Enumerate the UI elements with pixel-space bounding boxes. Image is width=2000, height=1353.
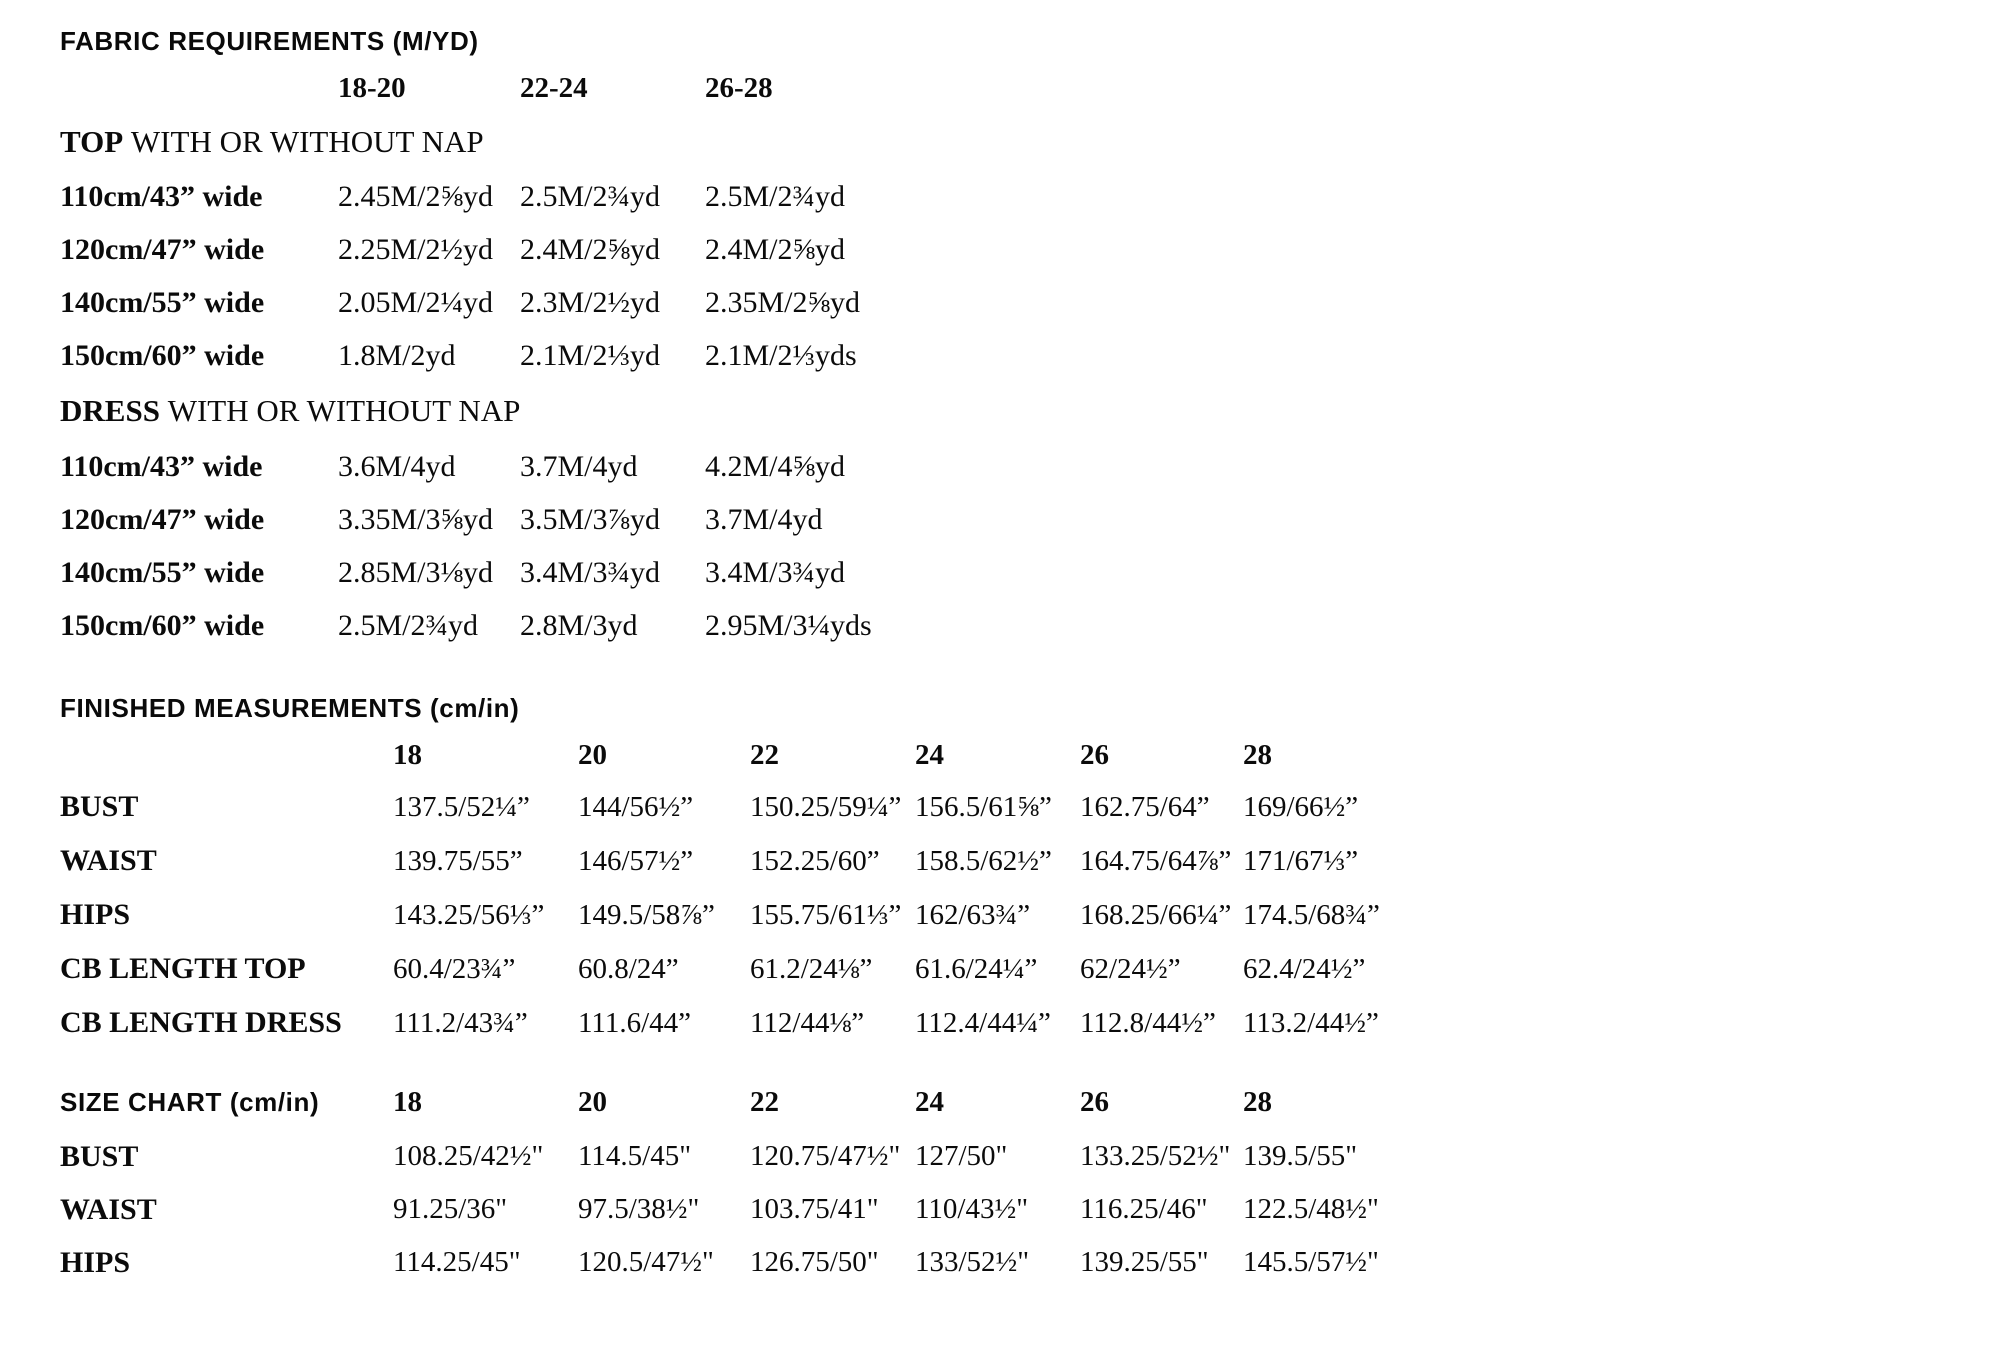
- measurement-value: 62.4/24½”: [1243, 952, 1366, 985]
- dress-section-heading-bold: DRESS: [60, 393, 160, 428]
- measurement-value: 158.5/62½”: [915, 844, 1052, 877]
- size-header-28: 28: [1243, 738, 1272, 771]
- fabric-value: 2.1M/2⅓yds: [705, 338, 857, 372]
- measurement-value: 144/56½”: [578, 790, 694, 823]
- size-chart-row: [60, 1236, 2000, 1289]
- fabric-value: 1.8M/2yd: [338, 338, 456, 372]
- size-chart-value: 97.5/38½": [578, 1193, 700, 1225]
- measurement-value: 61.2/24⅛”: [750, 952, 873, 985]
- measurement-value: 169/66½”: [1243, 790, 1359, 823]
- size-chart-value: 139.25/55": [1080, 1246, 1209, 1278]
- size-chart-title: SIZE CHART (cm/in): [60, 1086, 320, 1117]
- fabric-row: [60, 223, 2000, 276]
- top-section-heading-bold: TOP: [60, 124, 124, 159]
- size-header-26: 26: [1080, 1085, 1109, 1118]
- fabric-value: 2.45M/2⅝yd: [338, 179, 494, 213]
- fabric-row: [60, 170, 2000, 223]
- size-chart-row: [60, 1130, 2000, 1183]
- fabric-value: 2.1M/2⅓yd: [520, 338, 661, 372]
- size-chart-value: 120.5/47½": [578, 1246, 714, 1278]
- measurement-value: 112.8/44½”: [1080, 1006, 1216, 1039]
- fabric-value: 2.35M/2⅝yd: [705, 285, 861, 319]
- fabric-value: 3.5M/3⅞yd: [520, 502, 661, 536]
- fabric-row-label: 150cm/60” wide: [60, 338, 265, 372]
- fabric-row-label: 120cm/47” wide: [60, 232, 265, 266]
- size-header-20: 20: [578, 738, 607, 771]
- fabric-value: 2.4M/2⅝yd: [705, 232, 846, 266]
- measurement-value: 60.4/23¾”: [393, 952, 516, 985]
- size-header-18-20: 18-20: [338, 71, 406, 104]
- fabric-value: 3.35M/3⅝yd: [338, 502, 494, 536]
- size-chart-value: 133.25/52½": [1080, 1140, 1231, 1172]
- measurement-row-label: CB LENGTH DRESS: [60, 1006, 342, 1039]
- measurement-row-label: WAIST: [60, 844, 157, 877]
- fabric-value: 2.3M/2½yd: [520, 285, 661, 319]
- measurement-value: 139.75/55”: [393, 844, 523, 877]
- fabric-row: [60, 440, 2000, 493]
- fabric-value: 2.5M/2¾yd: [705, 179, 846, 213]
- size-chart-value: 108.25/42½": [393, 1140, 544, 1172]
- measurement-value: 162.75/64”: [1080, 790, 1210, 823]
- measurement-row: [60, 942, 2000, 996]
- measurement-value: 164.75/64⅞”: [1080, 844, 1232, 877]
- fabric-row-label: 150cm/60” wide: [60, 608, 265, 642]
- measurement-value: 146/57½”: [578, 844, 694, 877]
- size-chart-value: 114.25/45": [393, 1246, 521, 1278]
- size-header-18: 18: [393, 1085, 422, 1118]
- size-header-24: 24: [915, 738, 944, 771]
- fabric-row-label: 110cm/43” wide: [60, 179, 263, 213]
- finished-measurements-title: FINISHED MEASUREMENTS (cm/in): [60, 692, 520, 723]
- size-header-24: 24: [915, 1085, 944, 1118]
- measurement-value: 162/63¾”: [915, 898, 1031, 931]
- measurement-value: 174.5/68¾”: [1243, 898, 1380, 931]
- fabric-value: 2.05M/2¼yd: [338, 285, 494, 319]
- finished-size-header-row: [60, 730, 2000, 780]
- measurement-row: [60, 996, 2000, 1050]
- size-chart-value: 122.5/48½": [1243, 1193, 1379, 1225]
- size-chart-value: 103.75/41": [750, 1193, 879, 1225]
- measurement-row: [60, 780, 2000, 834]
- top-section-heading-rest: WITH OR WITHOUT NAP: [130, 124, 484, 159]
- measurement-value: 171/67⅓”: [1243, 844, 1359, 877]
- size-chart-row-label: WAIST: [60, 1192, 157, 1226]
- fabric-row: [60, 546, 2000, 599]
- measurement-row: [60, 888, 2000, 942]
- measurement-value: 62/24½”: [1080, 952, 1181, 985]
- measurement-value: 143.25/56⅓”: [393, 898, 545, 931]
- size-chart-row-label: HIPS: [60, 1245, 131, 1279]
- size-header-22-24: 22-24: [520, 71, 588, 104]
- fabric-row-label: 140cm/55” wide: [60, 555, 265, 589]
- measurement-value: 156.5/61⅝”: [915, 790, 1052, 823]
- measurement-row-label: BUST: [60, 790, 139, 823]
- size-chart-value: 110/43½": [915, 1193, 1029, 1225]
- size-header-28: 28: [1243, 1085, 1272, 1118]
- fabric-value: 3.7M/4yd: [520, 449, 638, 483]
- measurement-value: 111.2/43¾”: [393, 1006, 528, 1039]
- measurement-value: 113.2/44½”: [1243, 1006, 1379, 1039]
- size-header-26-28: 26-28: [705, 71, 773, 104]
- fabric-row-label: 120cm/47” wide: [60, 502, 265, 536]
- fabric-value: 3.4M/3¾yd: [520, 555, 661, 589]
- size-chart-row-label: BUST: [60, 1139, 139, 1173]
- fabric-value: 2.5M/2¾yd: [338, 608, 479, 642]
- dress-section-heading: [60, 382, 2000, 440]
- size-header-26: 26: [1080, 738, 1109, 771]
- fabric-row-label: 110cm/43” wide: [60, 449, 263, 483]
- size-header-22: 22: [750, 1085, 779, 1118]
- fabric-value: 2.85M/3⅛yd: [338, 555, 494, 589]
- fabric-requirements-title: FABRIC REQUIREMENTS (M/YD): [60, 25, 479, 56]
- size-chart-header-row: [60, 1074, 2000, 1130]
- size-chart-value: 145.5/57½": [1243, 1246, 1379, 1278]
- fabric-row: [60, 599, 2000, 652]
- size-chart-value: 127/50": [915, 1140, 1008, 1172]
- fabric-value: 2.8M/3yd: [520, 608, 638, 642]
- measurement-value: 112/44⅛”: [750, 1006, 865, 1039]
- measurement-value: 168.25/66¼”: [1080, 898, 1232, 931]
- size-chart-value: 126.75/50": [750, 1246, 879, 1278]
- size-header-18: 18: [393, 738, 422, 771]
- measurement-value: 111.6/44”: [578, 1006, 692, 1039]
- fabric-row: [60, 276, 2000, 329]
- top-section-heading: [60, 114, 2000, 170]
- size-chart-value: 120.75/47½": [750, 1140, 901, 1172]
- fabric-value: 2.25M/2½yd: [338, 232, 494, 266]
- size-header-20: 20: [578, 1085, 607, 1118]
- fabric-value: 3.6M/4yd: [338, 449, 456, 483]
- size-chart-value: 133/52½": [915, 1246, 1030, 1278]
- fabric-value: 4.2M/4⅝yd: [705, 449, 846, 483]
- fabric-row: [60, 493, 2000, 546]
- fabric-value: 3.4M/3¾yd: [705, 555, 846, 589]
- measurement-value: 152.25/60”: [750, 844, 880, 877]
- measurement-value: 137.5/52¼”: [393, 790, 530, 823]
- measurement-row-label: HIPS: [60, 898, 131, 931]
- measurement-row: [60, 834, 2000, 888]
- measurement-value: 60.8/24”: [578, 952, 679, 985]
- size-chart-value: 91.25/36": [393, 1193, 508, 1225]
- measurement-value: 61.6/24¼”: [915, 952, 1038, 985]
- fabric-value: 2.5M/2¾yd: [520, 179, 661, 213]
- size-chart-value: 114.5/45": [578, 1140, 692, 1172]
- dress-section-heading-rest: WITH OR WITHOUT NAP: [167, 393, 521, 428]
- measurement-value: 150.25/59¼”: [750, 790, 902, 823]
- fabric-value: 2.4M/2⅝yd: [520, 232, 661, 266]
- measurement-row-label: CB LENGTH TOP: [60, 952, 306, 985]
- size-chart-row: [60, 1183, 2000, 1236]
- size-header-22: 22: [750, 738, 779, 771]
- fabric-row-label: 140cm/55” wide: [60, 285, 265, 319]
- measurement-value: 149.5/58⅞”: [578, 898, 715, 931]
- size-chart-value: 116.25/46": [1080, 1193, 1208, 1225]
- fabric-value: 3.7M/4yd: [705, 502, 823, 536]
- fabric-row: [60, 329, 2000, 382]
- measurement-value: 112.4/44¼”: [915, 1006, 1051, 1039]
- fabric-value: 2.95M/3¼yds: [705, 608, 872, 642]
- measurement-value: 155.75/61⅓”: [750, 898, 902, 931]
- fabric-size-header-row: [60, 62, 2000, 114]
- size-chart-value: 139.5/55": [1243, 1140, 1358, 1172]
